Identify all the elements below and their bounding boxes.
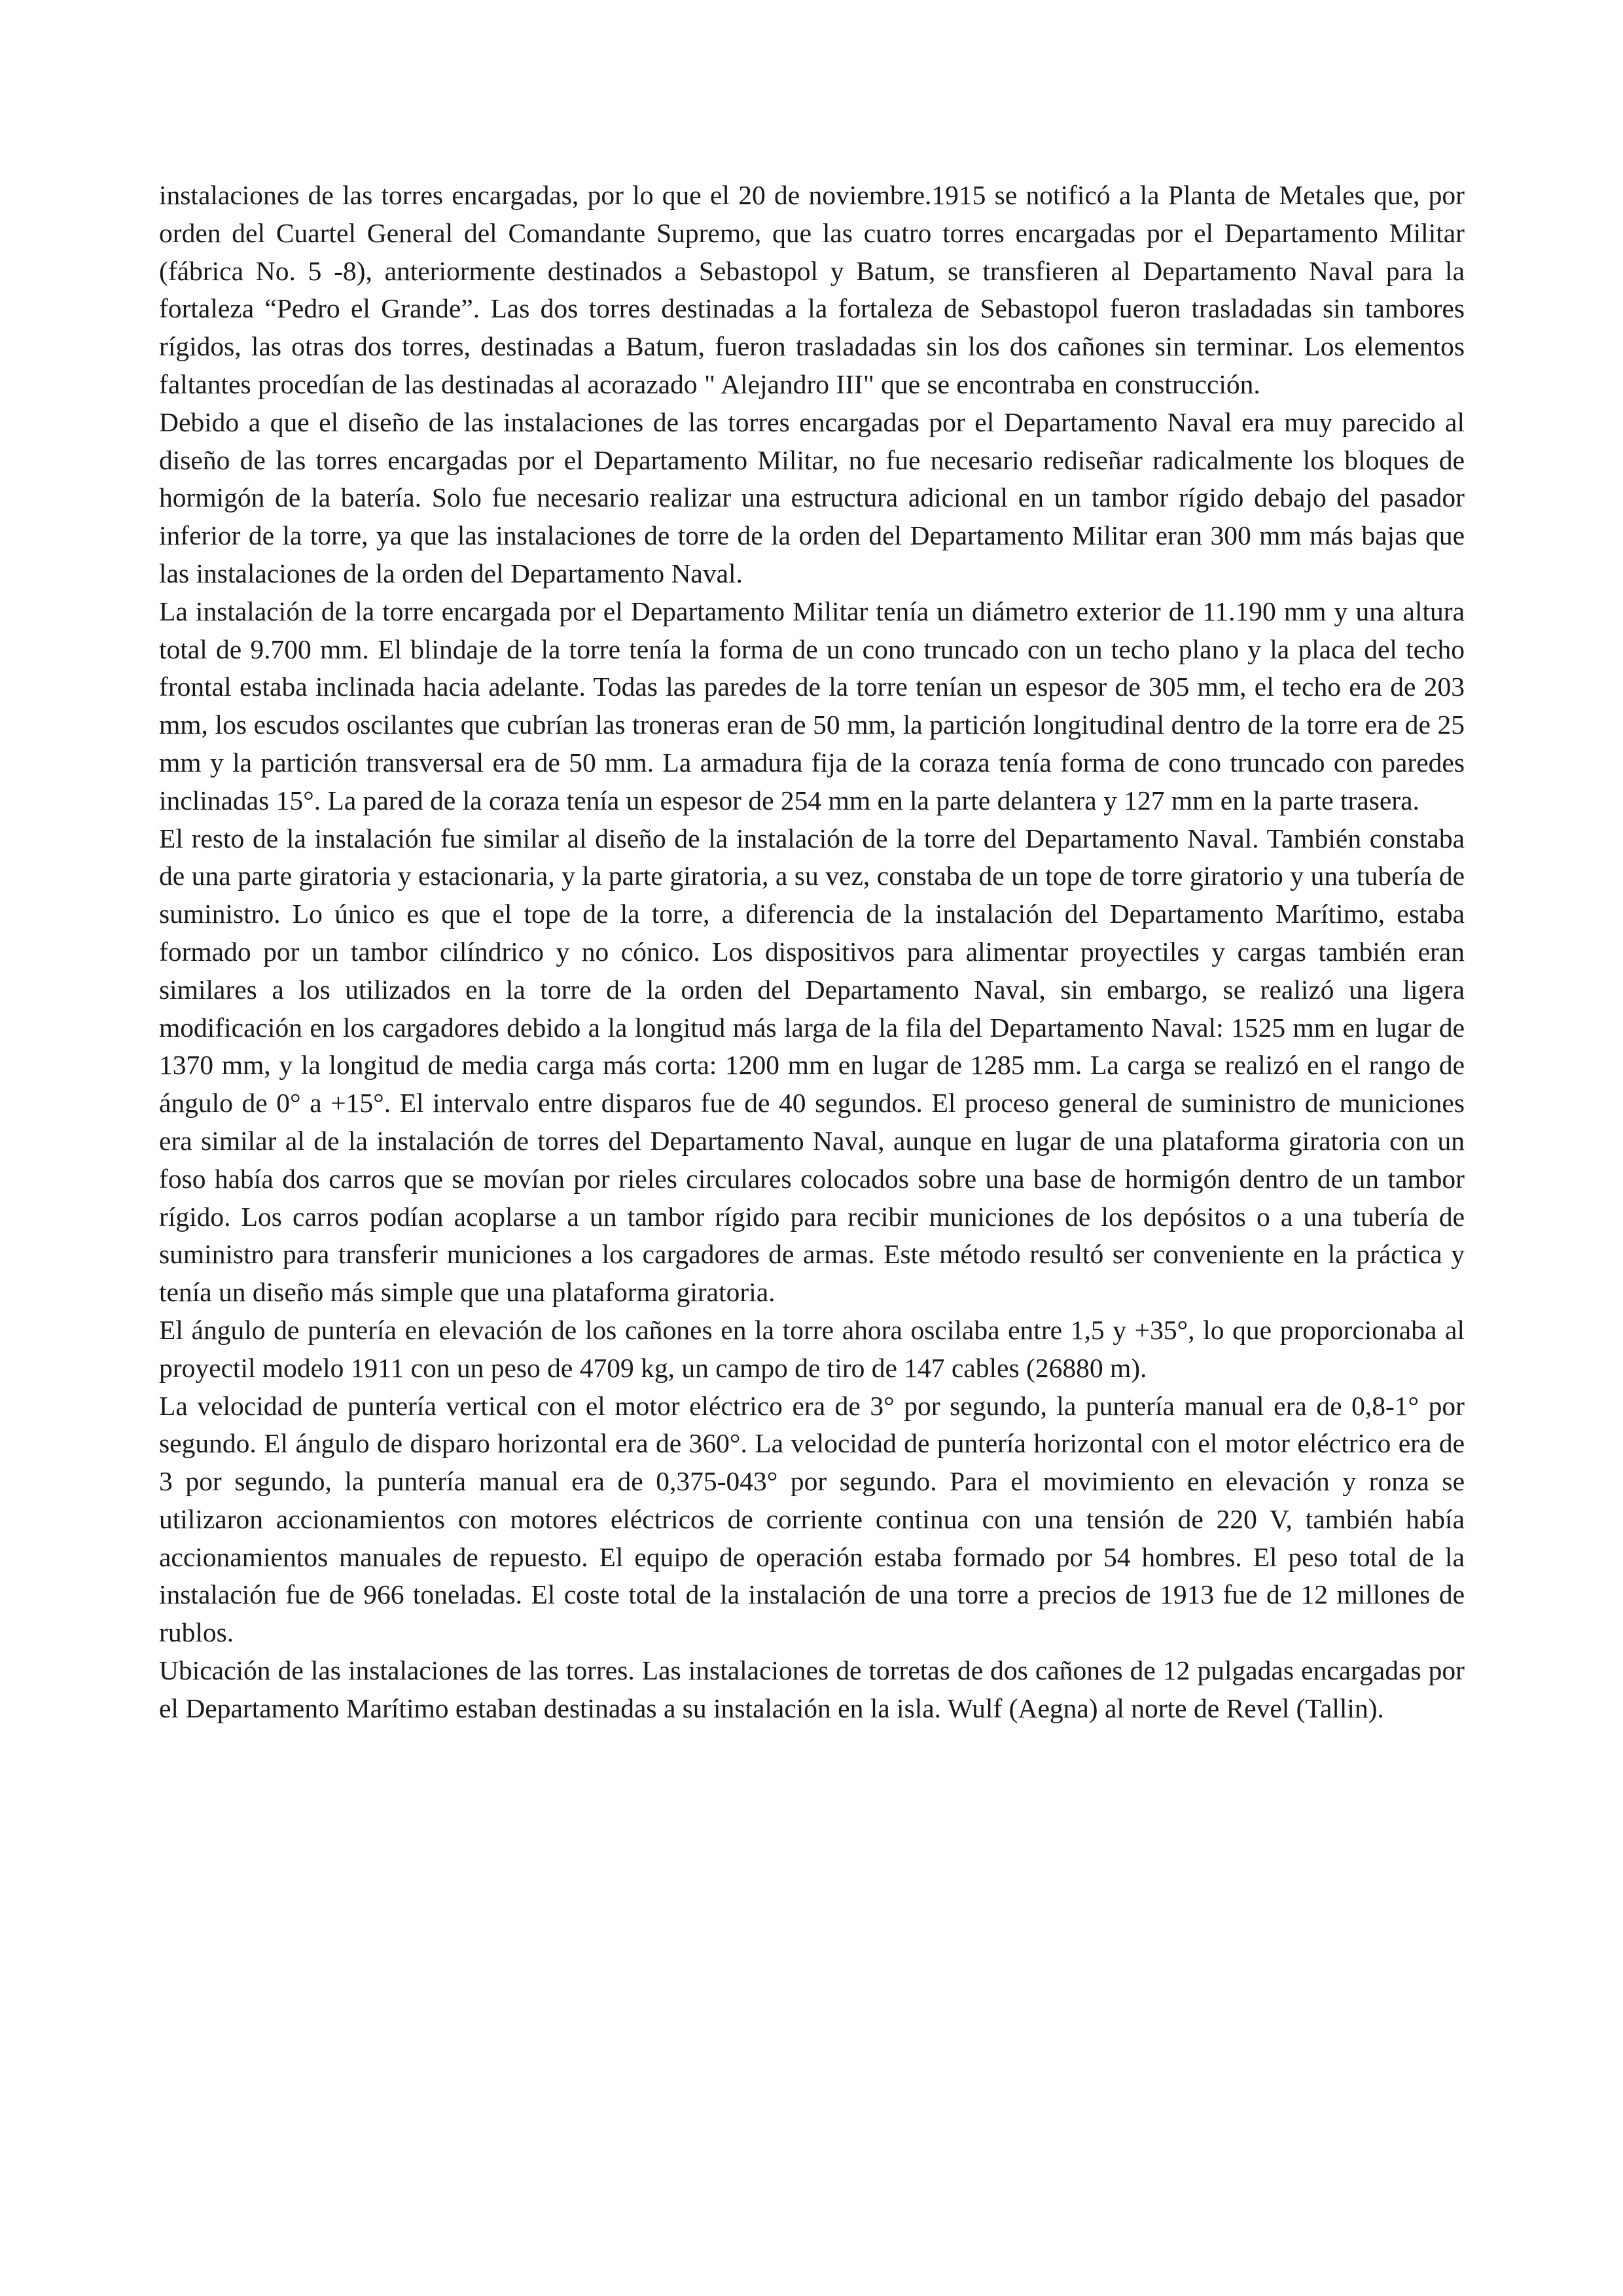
document-body [159, 177, 1465, 1728]
paragraph-turret-dimensions: La instalación de la torre encargada por el Departamento Militar tenía un diámetro exterior de 11.190 mm y una altura total de 9.700 mm. El blindaje de la torre tenía la forma de un cono truncado con un techo plano y la placa del techo frontal estaba inclinada hacia adelante. Todas las paredes de la torre tenían un espesor de 305 mm, el techo era de 203 mm, los escudos oscilantes que cubrían las troneras eran de 50 mm, la partición longitudinal dentro de la torre era de 25 mm y la partición transversal era de 50 mm. La armadura fija de la coraza tenía forma de cono truncado con paredes inclinadas 15°. La pared de la coraza tenía un espesor de 254 mm en la parte delantera y 127 mm en la parte trasera. [159, 596, 1465, 816]
paragraph-design-similarity: Debido a que el diseño de las instalaciones de las torres encargadas por el Departamento Naval era muy parecido al diseño de las torres encargadas por el Departamento Militar, no fue necesario rediseñar radicalmente los bloques de hormigón de la batería. Solo fue necesario realizar una estructura adicional en un tambor rígido debajo del pasador inferior de la torre, ya que las instalaciones de torre de la orden del Departamento Militar eran 300 mm más bajas que las instalaciones de la orden del Departamento Naval. [159, 406, 1465, 588]
paragraph-aiming-speed: La velocidad de puntería vertical con el motor eléctrico era de 3° por segundo, la puntería manual era de 0,8-1° por segundo. El ángulo de disparo horizontal era de 360°. La velocidad de puntería horizontal con el motor eléctrico era de 3 por segundo, la puntería manual era de 0,375-043° por segundo. Para el movimiento en elevación y ronza se utilizaron accionamientos con motores eléctricos de corriente continua con una tensión de 220 V, también había accionamientos manuales de repuesto. El equipo de operación estaba formado por 54 hombres. El peso total de la instalación fue de 966 toneladas. El coste total de la instalación de una torre a precios de 1913 fue de 12 millones de rublos. [159, 1390, 1465, 1648]
paragraph-turret-transfer: instalaciones de las torres encargadas, por lo que el 20 de noviembre.1915 se notificó a la Planta de Metales que, por orden del Cuartel General del Comandante Supremo, que las cuatro torres encargadas por el Departamento Militar (fábrica No. 5 -8), anteriormente destinados a Sebastopol y Batum, se transfieren al Departamento Naval para la fortaleza “Pedro el Grande”. Las dos torres destinadas a la fortaleza de Sebastopol fueron trasladadas sin tambores rígidos, las otras dos torres, destinadas a Batum, fueron trasladadas sin los dos cañones sin terminar. Los elementos faltantes procedían de las destinadas al acorazado " Alejandro III" que se encontraba en construcción. [159, 180, 1465, 399]
paragraph-installation-details: El resto de la instalación fue similar al diseño de la instalación de la torre del Departamento Naval. También constaba de una parte giratoria y estacionaria, y la parte giratoria, a su vez, constaba de un tope de torre giratorio y una tubería de suministro. Lo único es que el tope de la torre, a diferencia de la instalación del Departamento Marítimo, estaba formado por un tambor cilíndrico y no cónico. Los dispositivos para alimentar proyectiles y cargas también eran similares a los utilizados en la torre de la orden del Departamento Naval, sin embargo, se realizó una ligera modificación en los cargadores debido a la longitud más larga de la fila del Departamento Naval: 1525 mm en lugar de 1370 mm, y la longitud de media carga más corta: 1200 mm en lugar de 1285 mm. La carga se realizó en el rango de ángulo de 0° a +15°. El intervalo entre disparos fue de 40 segundos. El proceso general de suministro de municiones era similar al de la instalación de torres del Departamento Naval, aunque en lugar de una plataforma giratoria con un foso había dos carros que se movían por rieles circulares colocados sobre una base de hormigón dentro de un tambor rígido. Los carros podían acoplarse a un tambor rígido para recibir municiones de los depósitos o a una tubería de suministro para transferir municiones a los cargadores de armas. Este método resultó ser conveniente en la práctica y tenía un diseño más simple que una plataforma giratoria. [159, 823, 1465, 1308]
paragraph-elevation-range: El ángulo de puntería en elevación de los cañones en la torre ahora oscilaba entre 1,5 y +35°, lo que proporcionaba al proyectil modelo 1911 con un peso de 4709 kg, un campo de tiro de 147 cables (26880 m). [159, 1314, 1465, 1383]
paragraph-location: Ubicación de las instalaciones de las torres. Las instalaciones de torretas de dos cañones de 12 pulgadas encargadas por el Departamento Marítimo estaban destinadas a su instalación en la isla. Wulf (Aegna) al norte de Revel (Tallin). [159, 1655, 1465, 1723]
